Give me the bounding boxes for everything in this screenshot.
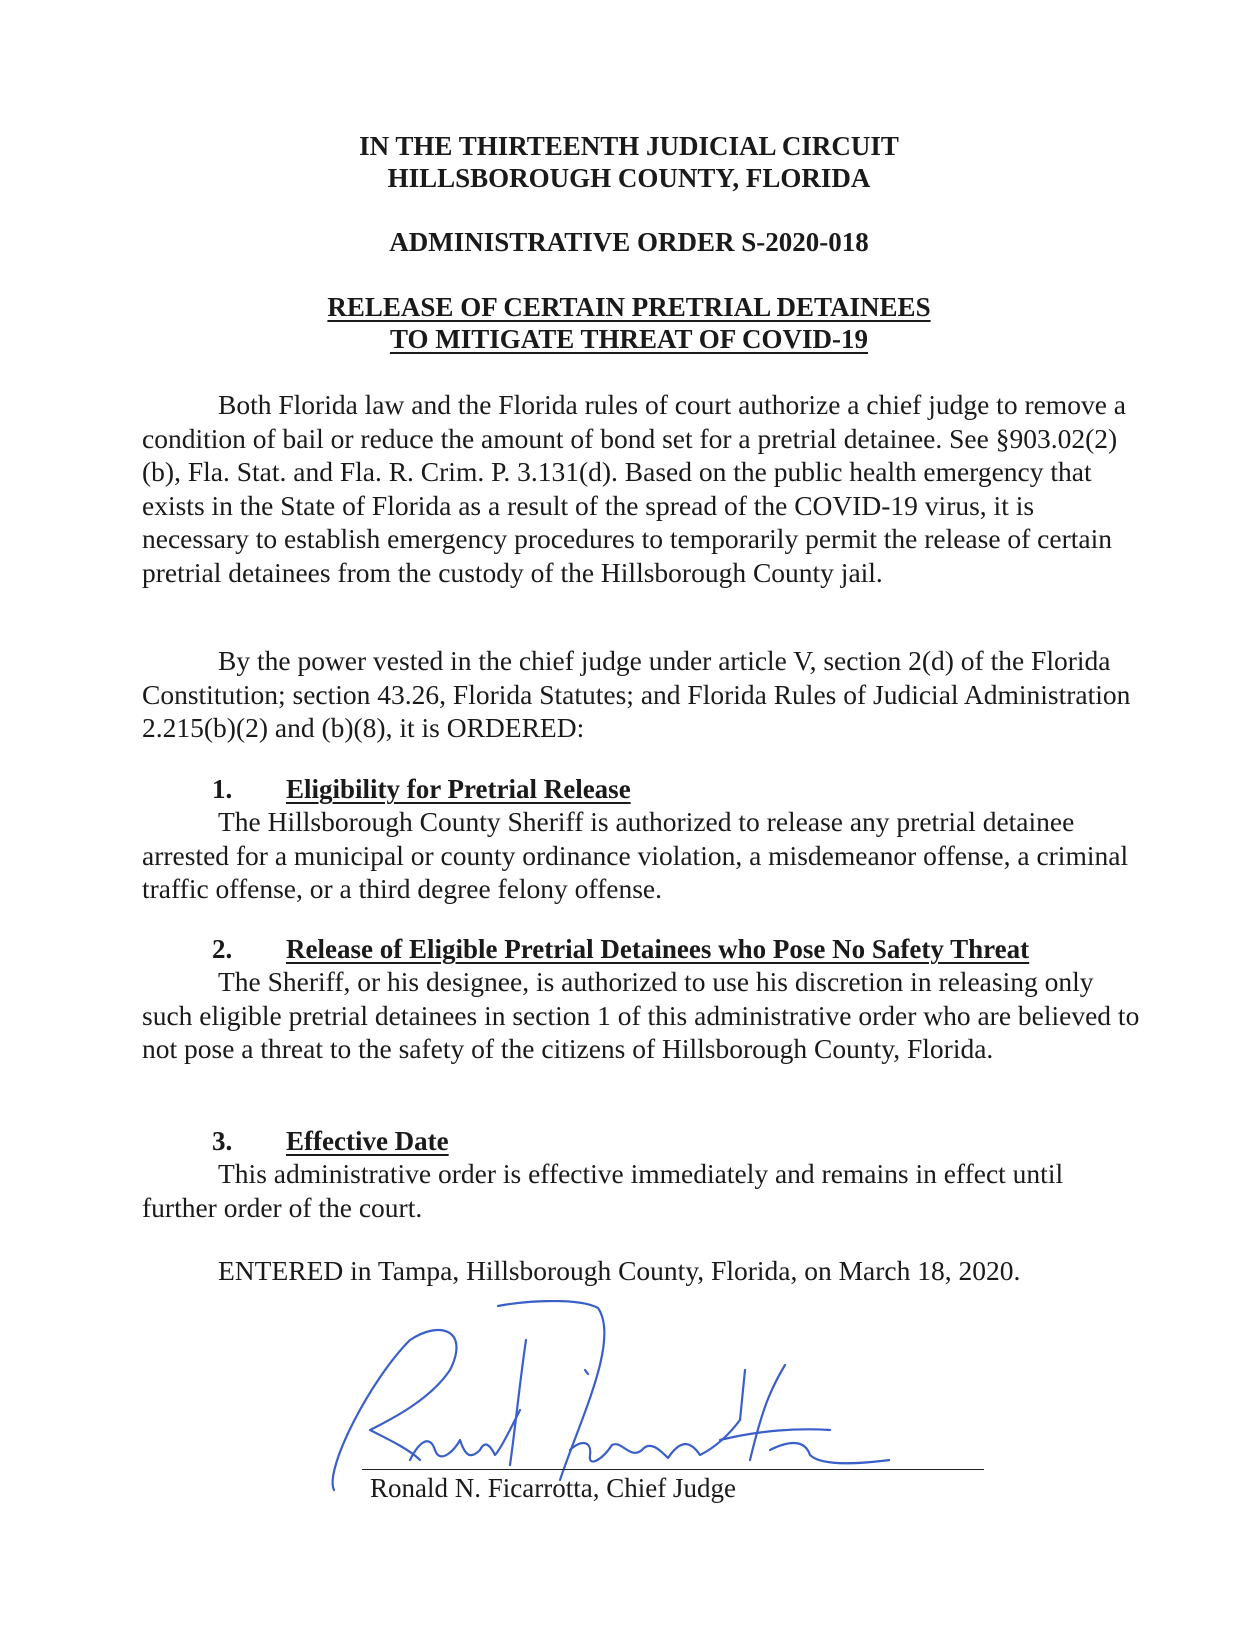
section-1-body xyxy=(142,805,1142,906)
section-3-body xyxy=(142,1157,1142,1224)
entered-text: ENTERED in Tampa, Hillsborough County, Florida, on March 18, 2020. xyxy=(218,1255,1021,1286)
intro-text: Both Florida law and the Florida rules of court authorize a chief judge to remove a condition of bail or reduce the amount of bond set for a pretrial detainee. See §903.02(2)(b), Fla. Stat. and Fla. R. Crim. P. 3.131(d). Based on the public health emergency that exists in the State of Florida as a result of the spread of the COVID-19 virus, it is necessary to establish emergency procedures to temporarily permit the release of certain pretrial detainees from the custody of the Hillsborough County jail. xyxy=(142,389,1126,588)
section-title: Eligibility for Pretrial Release xyxy=(286,774,631,804)
order-title-line2 xyxy=(0,323,1258,355)
order-title-line1 xyxy=(0,291,1258,323)
order-title-text1: RELEASE OF CERTAIN PRETRIAL DETAINEES xyxy=(327,292,931,322)
section-text: The Hillsborough County Sheriff is authorized to release any pretrial detainee arrested for a municipal or county ordinance violation, a misdemeanor offense, a criminal traffic offense, or a third degree felony offense. xyxy=(142,806,1129,904)
section-2-heading xyxy=(212,934,1029,965)
order-title-text2: TO MITIGATE THREAT OF COVID-19 xyxy=(389,324,869,354)
section-number: 1. xyxy=(212,774,233,804)
section-number: 2. xyxy=(212,934,233,964)
section-number: 3. xyxy=(212,1126,233,1156)
court-name: IN THE THIRTEENTH JUDICIAL CIRCUIT xyxy=(359,131,899,161)
intro-paragraph xyxy=(142,388,1142,589)
section-2-body xyxy=(142,965,1142,1066)
signature-image xyxy=(330,1300,890,1500)
section-title: Effective Date xyxy=(286,1126,449,1156)
signature-line xyxy=(362,1469,984,1470)
section-text: This administrative order is effective immediately and remains in effect until further order of the court. xyxy=(142,1158,1064,1223)
authority-paragraph xyxy=(142,644,1142,745)
section-3-heading xyxy=(212,1126,449,1157)
section-title: Release of Eligible Pretrial Detainees who Pose No Safety Threat xyxy=(286,934,1030,964)
section-1-heading xyxy=(212,774,631,805)
entered-line xyxy=(142,1254,1142,1288)
county-name: HILLSBOROUGH COUNTY, FLORIDA xyxy=(387,163,871,193)
signer-name-title: Ronald N. Ficarrotta, Chief Judge xyxy=(370,1473,736,1503)
section-text: The Sheriff, or his designee, is authorized to use his discretion in releasing only such eligible pretrial detainees in section 1 of this administrative order who are believed to not pose a threat to the safety of the citizens of Hillsborough County, Florida. xyxy=(142,966,1140,1064)
authority-text: By the power vested in the chief judge under article V, section 2(d) of the Florida Constitution; section 43.26, Florida Statutes; and Florida Rules of Judicial Administration 2.215(b)(2) and (b)(8), it is ORDERED: xyxy=(142,645,1131,743)
order-number: ADMINISTRATIVE ORDER S-2020-018 xyxy=(389,227,869,257)
